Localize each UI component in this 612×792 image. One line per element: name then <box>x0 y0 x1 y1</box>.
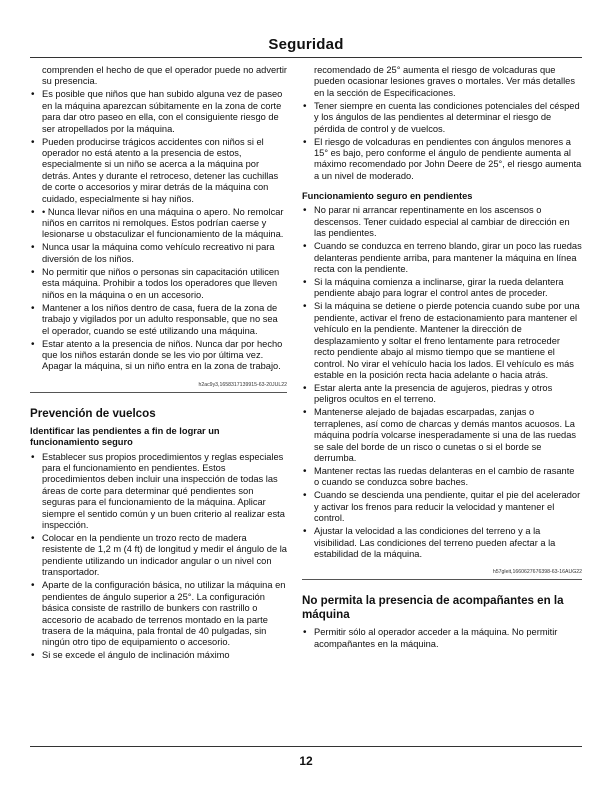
list-item: • Si la máquina se detiene o pierde potencia cuando sube por una pendiente, activar el freno de estacionamiento para mantener el vehículo en la pendiente. Mantener la dirección de desplazamiento y soltar el freno lentamente para retroceder recto pendiente abajo al mismo tiempo que se mantiene el control. No virar el vehículo hacia los lados. El vehículo es más estable en la posición recta hacia adelante o hacia atrás. <box>302 301 582 381</box>
list-item: • Aparte de la configuración básica, no utilizar la máquina en pendientes de ángulo superior a 25°. La configuración básica consiste de rastrillo de bunkers con rastrillo o accesorio de acabado de terrenos montado en la parte trasera de la máquina, pala frontal de 40 pulgadas, sin ningún otro tipo de equipamiento o accesorio. <box>30 580 287 648</box>
section-title: No permita la presencia de acompañantes en la máquina <box>302 594 564 621</box>
left-column <box>30 65 287 663</box>
slope-identification-list <box>30 452 287 662</box>
list-item: • No parar ni arrancar repentinamente en los ascensos o descensos. Tener cuidado especial al cambiar de dirección en las pendientes. <box>302 205 582 239</box>
subsection-title: Funcionamiento seguro en pendientes <box>302 191 473 202</box>
continuation-text: comprenden el hecho de que el operador puede no advertir su presencia. <box>42 65 287 87</box>
children-safety-list <box>30 89 287 372</box>
section-divider <box>30 392 287 393</box>
reference-code: h57gleit,1660627676398-63-16AUG22 <box>492 569 582 576</box>
list-item: • Cuando se descienda una pendiente, quitar el pie del acelerador y activar los frenos para reducir la velocidad y mantener el control. <box>302 490 582 524</box>
list-item: • Mantener rectas las ruedas delanteras en el cambio de rasante o cuando se conduzca sobre baches. <box>302 466 582 489</box>
list-item: • Cuando se conduzca en terreno blando, girar un poco las ruedas delanteras pendiente arriba, para mantener la máquina en línea recta con la pendiente. <box>302 241 582 275</box>
list-item: • Pueden producirse trágicos accidentes con niños si el operador no está atento a la presencia de estos, especialmente si un niño se acerca a la máquina por detrás. Antes y durante el retroceso, detener las cuchillas de corte o accesorios y mirar detrás de la máquina con cuidado, especialmente si hay niños. <box>30 137 287 205</box>
page-title: Seguridad <box>268 36 344 53</box>
list-item: • Es posible que niños que han subido alguna vez de paseo en la máquina aparezcan súbitamente en la zona de corte para dar otro paseo en ella, con el consiguiente riesgo de ser atropellados por la máquina. <box>30 89 287 135</box>
passenger-list <box>302 627 582 650</box>
list-item: • • Nunca llevar niños en una máquina o apero. No remolcar niños en carritos ni remolques. Estos podrían caerse y lesionarse u obstaculizar el funcionamiento de la máquina. <box>30 207 287 241</box>
section-divider <box>302 579 582 580</box>
list-item: • Si se excede el ángulo de inclinación máximo <box>30 650 287 661</box>
subsection-title: Identificar las pendientes a fin de lograr un funcionamiento seguro <box>30 426 220 448</box>
page-number: 12 <box>299 754 313 768</box>
list-item: • Si la máquina comienza a inclinarse, girar la rueda delantera pendiente abajo para lograr el control antes de proceder. <box>302 277 582 300</box>
section-title: Prevención de vuelcos <box>30 406 156 420</box>
list-item: • Tener siempre en cuenta las condiciones potenciales del césped y los ángulos de las pendientes al determinar el riesgo de pérdida de control y de vuelcos. <box>302 101 582 135</box>
footer-rule <box>30 746 582 747</box>
list-item: • Nunca usar la máquina como vehículo recreativo ni para diversión de los niños. <box>30 242 287 265</box>
slope-operation-list <box>302 205 582 560</box>
list-item: • Ajustar la velocidad a las condiciones del terreno y a la visibilidad. Las condiciones del terreno pueden afectar a la estabilidad de la máquina. <box>302 526 582 560</box>
list-item: • Mantener a los niños dentro de casa, fuera de la zona de trabajo y vigilados por un adulto responsable, que no sea el operador, cuando se esté utilizando una máquina. <box>30 303 287 337</box>
list-item: • No permitir que niños o personas sin capacitación utilicen esta máquina. Prohibir a todos los operadores que lleven niños en la máquina o en un accesorio. <box>30 267 287 301</box>
list-item: • Estar atento a la presencia de niños. Nunca dar por hecho que los niños estarán donde se les vio por última vez. Apagar la máquina, si un niño entra en la zona de trabajo. <box>30 339 287 373</box>
list-item: • Permitir sólo al operador acceder a la máquina. No permitir acompañantes en la máquina. <box>302 627 582 650</box>
list-item: • Mantenerse alejado de bajadas escarpadas, zanjas o terraplenes, así como de charcas y demás mantos acuosos. La máquina podría volcarse inesperadamente si una de las ruedas se sale del borde de un risco o cunetas o si el borde se derrumba. <box>302 407 582 464</box>
list-item: • Colocar en la pendiente un trozo recto de madera resistente de 1,2 m (4 ft) de longitud y medir el ángulo de la pendiente utilizando un indicador angular o un nivel con transportador. <box>30 533 287 579</box>
list-item: • Estar alerta ante la presencia de agujeros, piedras y otros peligros ocultos en el terreno. <box>302 383 582 406</box>
header-rule <box>30 57 582 58</box>
slope-risk-list <box>302 101 582 182</box>
list-item: • El riesgo de volcaduras en pendientes con ángulos menores a 15° es bajo, pero conforme el ángulo de pendiente aumenta al máximo recomendado por John Deere de 25°, el riesgo aumenta a un nivel de moderado. <box>302 137 582 183</box>
continuation-text: recomendado de 25° aumenta el riesgo de volcaduras que pueden ocasionar lesiones graves o mortales. Ver más detalles en la sección de Especificaciones. <box>314 65 575 98</box>
right-column <box>302 65 582 652</box>
reference-code: h2ac9y3,1658317139915-63-20JUL22 <box>198 381 287 388</box>
list-item: • Establecer sus propios procedimientos y reglas especiales para el funcionamiento en pendientes. Estos procedimientos deben incluir una inspección de todas las áreas de corte para determinar qué pendientes son seguras para el funcionamiento de la máquina. Aplicar siempre el sentido común y un buen criterio al realizar esta inspección. <box>30 452 287 532</box>
